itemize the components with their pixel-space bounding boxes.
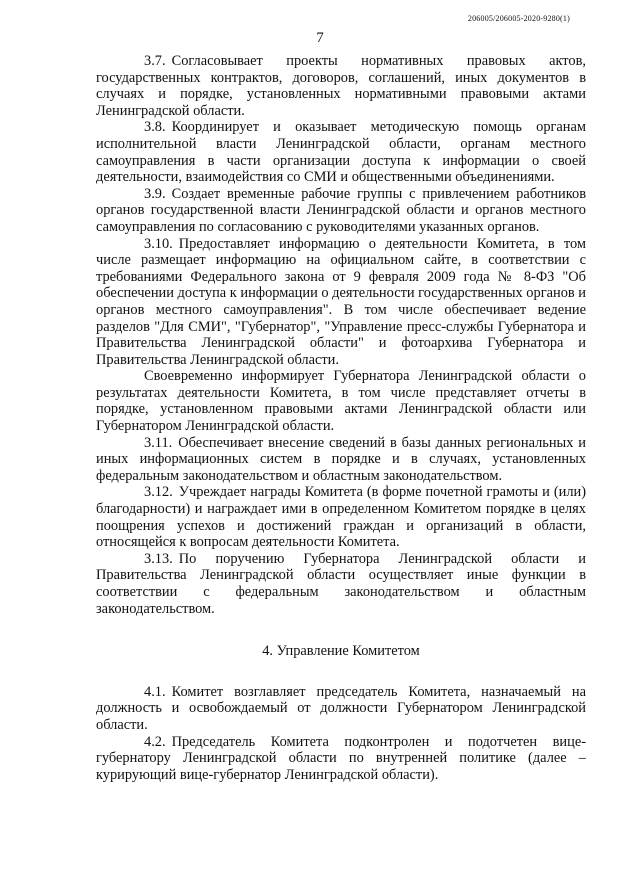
paragraph-text: Создает временные рабочие группы с привлечением работников органов государственной власти Ленинградской области и органов местного самоуправления по согласованию с руководителями указанных органов. bbox=[96, 185, 586, 235]
paragraph-3-10-continued bbox=[96, 368, 586, 434]
paragraph-text: Координирует и оказывает методическую помощь органам исполнительной власти Ленинградской области, органам местного самоуправления в части организации доступа к информации о своей деятельности, взаимодействия со СМИ и общественными объединениями. bbox=[96, 119, 586, 186]
paragraph-text: Согласовывает проекты нормативных правовых актов, государственных контрактов, договоров, соглашений, иных документов в случаях и порядке, установленных нормативными правовыми актами Ленинградской области. bbox=[96, 53, 586, 119]
paragraph-3-9 bbox=[96, 186, 586, 236]
paragraph-number: 3.8. bbox=[144, 119, 166, 136]
paragraph-3-8 bbox=[96, 119, 586, 185]
paragraph-3-7 bbox=[96, 53, 586, 119]
paragraph-number: 3.10. bbox=[144, 235, 173, 252]
paragraph-number: 4.1. bbox=[144, 683, 166, 700]
paragraph-text: Председатель Комитета подконтролен и подотчетен вице-губернатору Ленинградской области по внутренней политике (далее – курирующий вице-губернатор Ленинградской области). bbox=[96, 733, 586, 783]
paragraph-number: 3.13. bbox=[144, 550, 173, 567]
paragraph-text: Обеспечивает внесение сведений в базы данных региональных и иных информационных систем в порядке и в случаях, установленных федеральным законодательством и областным законодательством. bbox=[96, 434, 586, 484]
paragraph-text: Предоставляет информацию о деятельности Комитета, в том числе размещает информацию на официальном сайте, в соответствии с требованиями Федерального закона от 9 февраля 2009 года № 8-ФЗ "Об обеспечении доступа к информации о деятельности государственных органов и органов местного самоуправления". В том числе обеспечивает ведение разделов "Для СМИ", "Губернатор", "Управление пресс-службы Губернатора и Правительства Ленинградской области" и фотоархива Губернатора и Правительства Ленинградской области. bbox=[96, 235, 586, 368]
paragraph-3-12 bbox=[96, 484, 586, 550]
document-id: 206005/206005-2020-9280(1) bbox=[467, 14, 570, 23]
paragraph-number: 3.9. bbox=[144, 185, 166, 202]
paragraph-number: 3.7. bbox=[144, 53, 166, 69]
paragraph-number: 3.11. bbox=[144, 434, 173, 451]
paragraph-number: 4.2. bbox=[144, 733, 166, 750]
section-heading: 4. Управление Комитетом bbox=[262, 643, 420, 660]
page-number: 7 bbox=[316, 30, 324, 46]
paragraph-text: Своевременно информирует Губернатора Ленинградской области о результатах деятельности Комитета, в том числе представляет отчеты в порядке, установленном правовыми актами Ленинградской области или Губернатором Ленинградской области. bbox=[96, 368, 586, 435]
paragraph-text: Комитет возглавляет председатель Комитета, назначаемый на должность и освобождаемый от должности Губернатором Ленинградской области. bbox=[96, 683, 586, 733]
paragraph-3-11 bbox=[96, 435, 586, 485]
paragraph-text: Учреждает награды Комитета (в форме почетной грамоты и (или) благодарности) и награждает ими в определенном Комитетом порядке в целях поощрения успехов и достижений граждан и организаций в области, относящейся к вопросам деятельности Комитета. bbox=[96, 484, 586, 551]
paragraph-4-2 bbox=[96, 734, 586, 784]
paragraph-3-13 bbox=[96, 551, 586, 617]
paragraph-3-10 bbox=[96, 236, 586, 369]
paragraph-text: По поручению Губернатора Ленинградской области и Правительства Ленинградской области осуществляет иные функции в соответствии с федеральным законодательством и областным законодательством. bbox=[96, 550, 586, 617]
paragraph-number: 3.12. bbox=[144, 484, 173, 501]
paragraph-4-1 bbox=[96, 684, 586, 734]
document-body bbox=[96, 53, 586, 783]
